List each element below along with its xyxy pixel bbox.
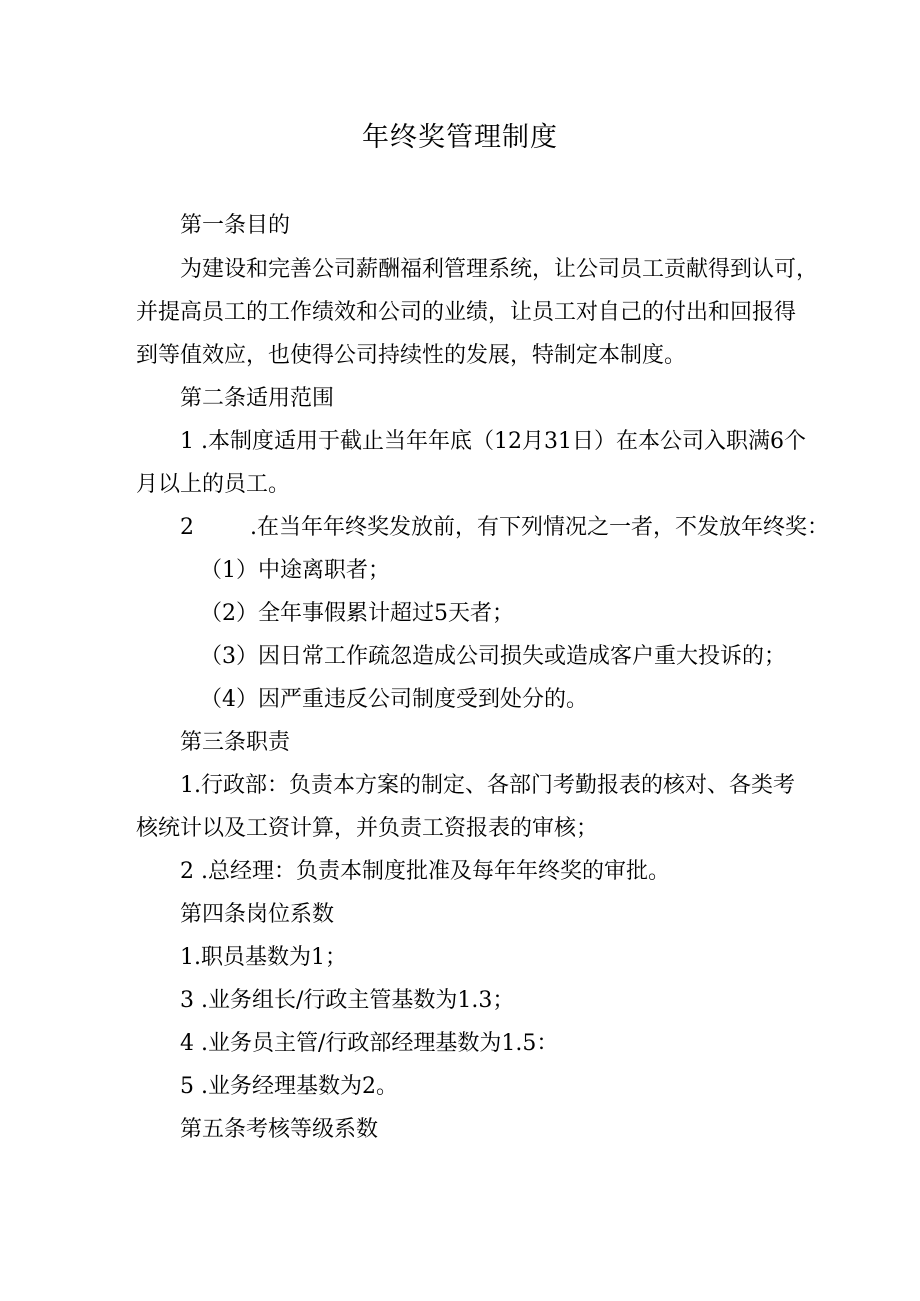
list-item: 1.行政部：负责本方案的制定、各部门考勤报表的核对、各类考 [180,773,795,798]
paragraph-line: 1 .本制度适用于截止当年年底（12月31日）在本公司入职满6个 [180,429,806,454]
list-item: 2 .总经理：负责本制度批准及每年年终奖的审批。 [180,859,670,884]
list-item [180,512,829,544]
paragraph-line: 核统计以及工资计算，并负责工资报表的审核； [136,816,599,841]
list-item: 3 .业务组长/行政主管基数为1.3； [180,988,515,1013]
list-item: 5 .业务经理基数为2。 [180,1074,398,1099]
article-4-heading: 第四条岗位系数 [180,902,335,927]
document-title: 年终奖管理制度 [362,122,558,153]
paragraph-line: 为建设和完善公司薪酬福利管理系统，让公司员工贡献得到认可， [180,257,819,282]
list-item: 1.职员基数为1； [180,945,347,970]
paragraph-line: 到等值效应，也使得公司持续性的发展，特制定本制度。 [136,343,687,368]
sub-list-item: （3）因日常工作疏忽造成公司损失或造成客户重大投诉的； [200,644,786,669]
article-5-heading: 第五条考核等级系数 [180,1117,379,1142]
article-2-heading: 第二条适用范围 [180,386,335,411]
sub-list-item: （2）全年事假累计超过5天者； [200,601,514,626]
article-1-heading: 第一条目的 [180,213,291,238]
list-item-text: .在当年年终奖发放前，有下列情况之一者，不发放年终奖： [250,515,829,540]
list-item: 4 .业务员主管/行政部经理基数为1.5： [180,1031,559,1056]
sub-list-item: （1）中途离职者； [200,558,390,583]
article-3-heading: 第三条职责 [180,730,291,755]
paragraph-line: 月以上的员工。 [136,472,291,497]
paragraph-line: 并提高员工的工作绩效和公司的业绩，让员工对自己的付出和回报得 [136,300,797,325]
list-item-number: 2 [180,515,194,540]
sub-list-item: （4）因严重违反公司制度受到处分的。 [200,687,588,712]
